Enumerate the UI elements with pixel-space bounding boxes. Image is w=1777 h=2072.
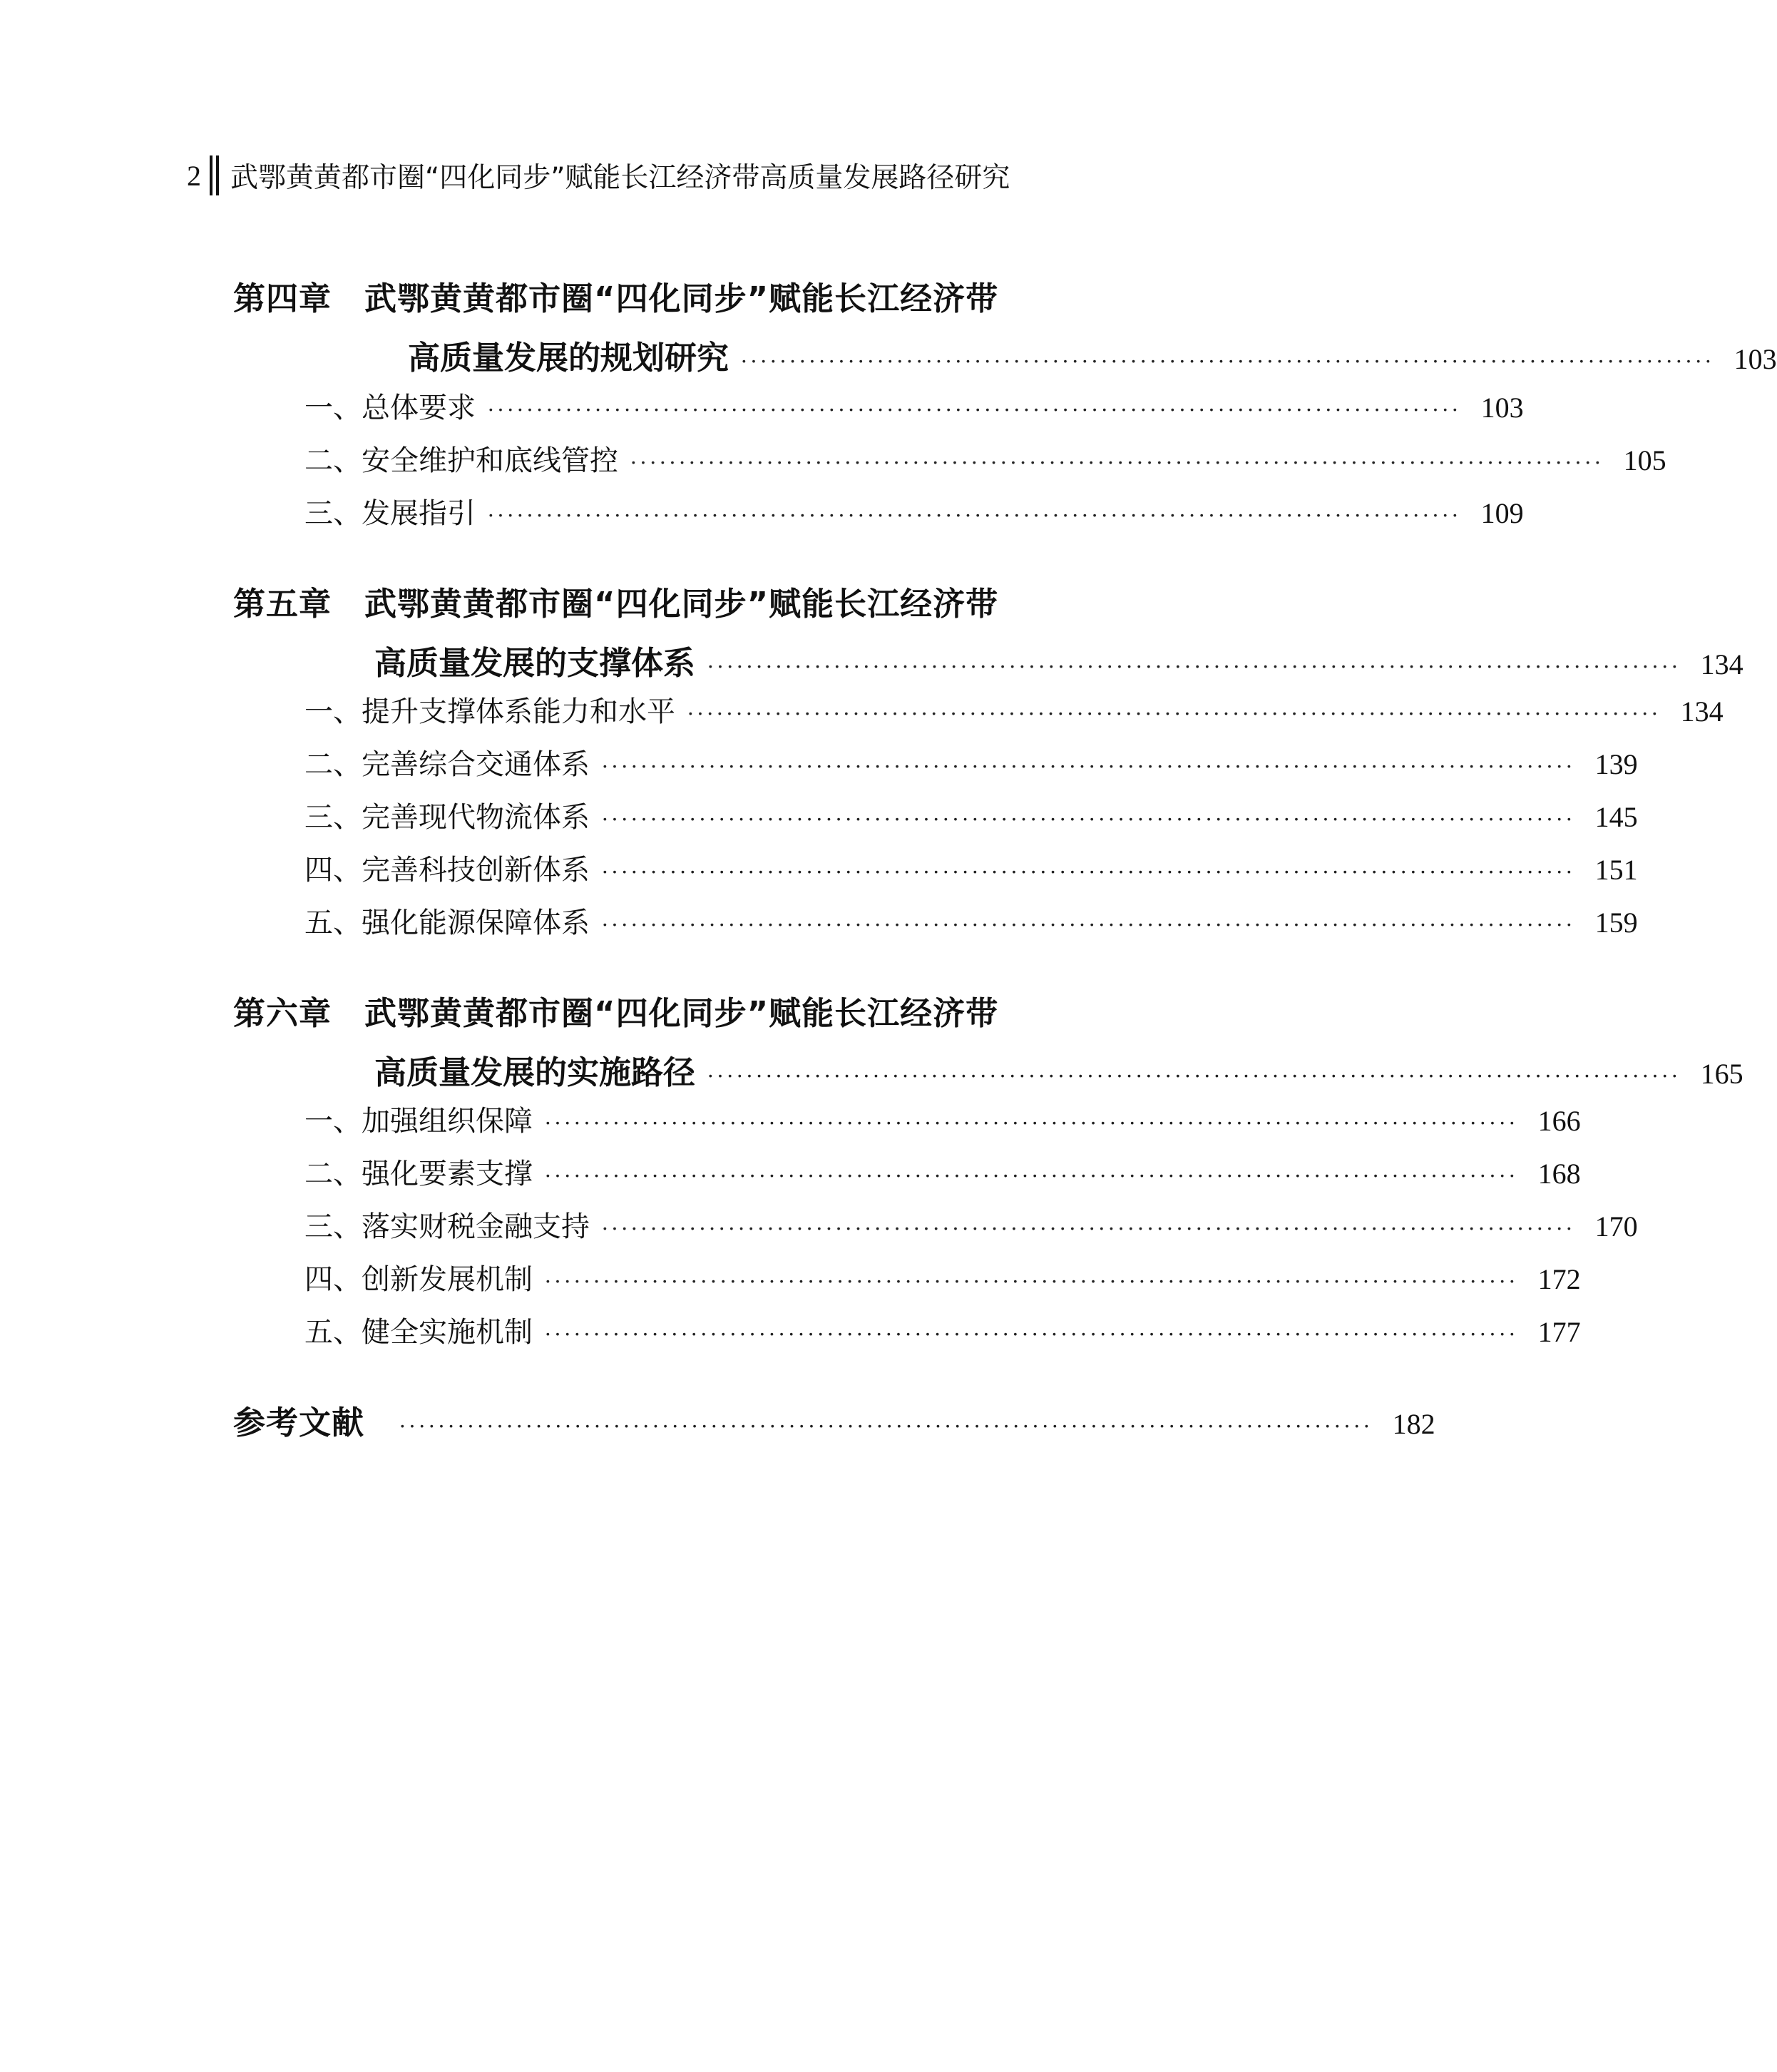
chapter-5-heading[interactable] [233,578,1231,624]
dot-leader: ···································································································· [707,1063,1681,1088]
dot-leader: ···································································································· [630,449,1604,475]
section-title: 四、创新发展机制 [304,1263,533,1296]
page-ref: 134 [1680,695,1724,728]
dot-leader: ···································································································· [399,1413,1373,1439]
chapter-title: 武鄂黄黄都市圈“四化同步”赋能长江经济带 [364,280,999,317]
chapter-title-cont: 高质量发展的实施路径 [374,1053,696,1091]
section-title: 一、总体要求 [304,392,476,424]
chapter-6-heading-cont[interactable] [374,1046,1743,1093]
dot-leader: ···································································································· [687,700,1661,726]
dot-leader: ···································································································· [544,1268,1518,1294]
section-title: 一、加强组织保障 [304,1105,533,1138]
dot-leader: ···································································································· [487,502,1461,528]
toc-entry[interactable] [304,847,1638,888]
section-title: 四、完善科技创新体系 [304,854,590,887]
chapter-title: 武鄂黄黄都市圈“四化同步”赋能长江经济带 [364,994,999,1032]
toc-entry[interactable] [304,1204,1638,1245]
references-title: 参考文献 [233,1404,365,1441]
page-ref: 103 [1480,392,1524,424]
toc-entry[interactable] [304,689,1724,730]
dot-leader: ···································································································· [544,1321,1518,1347]
page-ref: 170 [1594,1210,1638,1242]
dot-leader: ···································································································· [544,1110,1518,1135]
toc-entry[interactable] [304,900,1638,941]
section-title: 三、发展指引 [304,497,476,530]
toc-entry[interactable] [304,742,1638,782]
toc-entry[interactable] [304,385,1524,426]
section-title: 五、强化能源保障体系 [304,907,590,939]
section-title: 五、健全实施机制 [304,1316,533,1349]
page-ref: 165 [1700,1058,1743,1090]
page-ref: 159 [1594,907,1638,939]
dot-leader: ···································································································· [601,753,1575,779]
chapter-4-heading[interactable] [233,272,1231,319]
page-ref: 177 [1537,1316,1581,1348]
toc-entry[interactable] [304,1310,1581,1350]
page-ref: 145 [1594,801,1638,833]
chapter-5-heading-cont[interactable] [374,637,1743,683]
chapter-title: 武鄂黄黄都市圈“四化同步”赋能长江经济带 [364,585,999,623]
dot-leader: ···································································································· [707,653,1681,679]
chapter-number: 第五章 [233,585,332,623]
page-number: 2 [187,159,201,192]
section-title: 三、落实财税金融支持 [304,1210,590,1243]
chapter-title-cont: 高质量发展的规划研究 [408,339,729,377]
book-title: 武鄂黄黄都市圈“四化同步”赋能长江经济带高质量发展路径研究 [230,162,1010,194]
dot-leader: ···································································································· [601,859,1575,884]
section-title: 一、提升支撑体系能力和水平 [304,695,675,728]
dot-leader: ···································································································· [487,397,1461,422]
toc-entry[interactable] [304,1257,1581,1297]
section-title: 二、强化要素支撑 [304,1158,533,1190]
page-ref: 172 [1537,1263,1581,1295]
section-title: 三、完善现代物流体系 [304,801,590,834]
page-ref: 105 [1623,444,1666,476]
page-ref: 168 [1537,1158,1581,1190]
dot-leader: ···································································································· [740,348,1714,374]
chapter-number: 第四章 [233,280,332,317]
section-title: 二、完善综合交通体系 [304,748,590,781]
chapter-4-heading-cont[interactable] [408,332,1777,378]
page-ref: 109 [1480,497,1524,529]
page-ref: 103 [1734,343,1777,375]
page-ref: 166 [1537,1105,1581,1137]
page-ref: 151 [1594,854,1638,886]
dot-leader: ···································································································· [544,1163,1518,1188]
page-ref: 139 [1594,748,1638,780]
dot-leader: ···································································································· [601,912,1575,937]
toc-entry[interactable] [304,438,1666,479]
chapter-number: 第六章 [233,994,332,1032]
chapter-title-cont: 高质量发展的支撑体系 [374,644,696,682]
references-entry[interactable] [233,1397,1435,1443]
page-ref: 182 [1392,1408,1435,1440]
toc-entry[interactable] [304,1098,1581,1139]
toc-entry[interactable] [304,795,1638,835]
toc-entry[interactable] [304,1151,1581,1192]
dot-leader: ···································································································· [601,806,1575,832]
toc-entry[interactable] [304,491,1524,531]
section-title: 二、安全维护和底线管控 [304,444,618,477]
page-ref: 134 [1700,648,1743,680]
dot-leader: ···································································································· [601,1215,1575,1241]
chapter-6-heading[interactable] [233,987,1231,1034]
